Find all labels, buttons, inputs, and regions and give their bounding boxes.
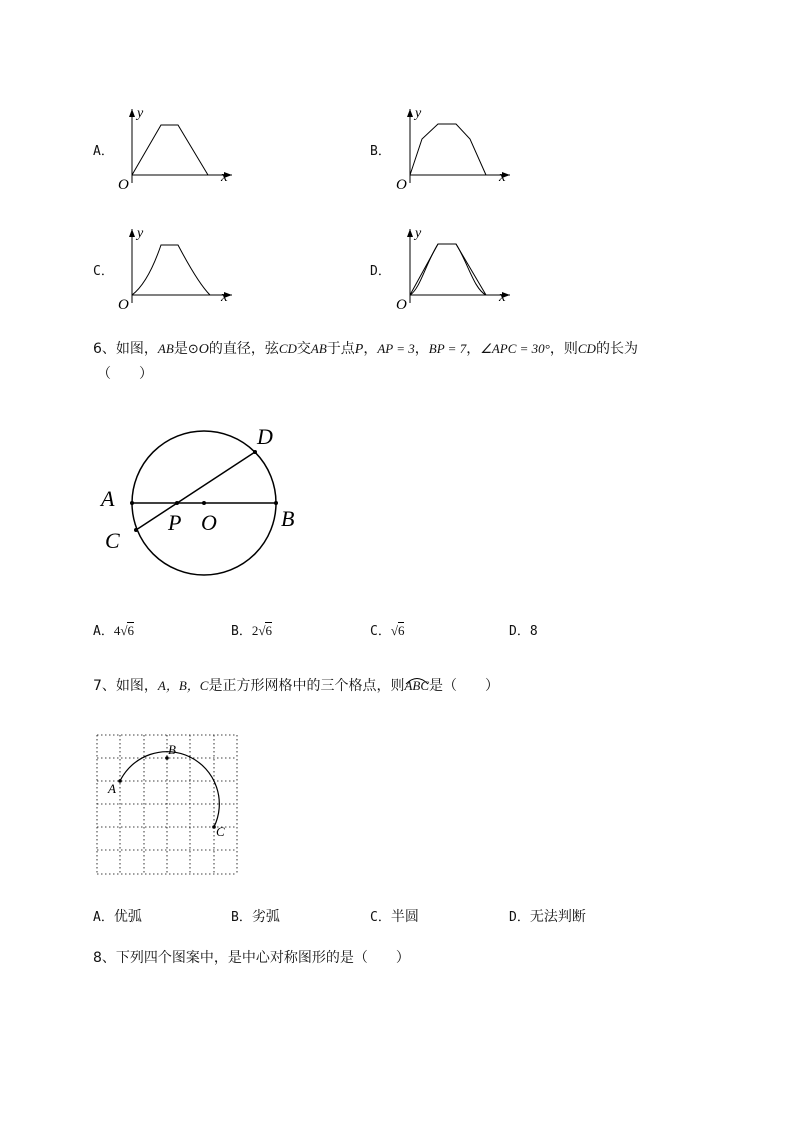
q6-answer-paren: （ ） xyxy=(97,366,153,382)
q5-b-x-label: x xyxy=(499,169,506,185)
q6-stem xyxy=(93,339,638,360)
q6-option-c xyxy=(370,620,404,639)
sqrt-icon: √ xyxy=(390,623,398,638)
q7-label-c: C xyxy=(216,824,225,839)
q6-angle: ∠APC = 30° xyxy=(480,341,550,356)
q6-intersect: 交 xyxy=(296,341,311,357)
q5-graph-c xyxy=(112,223,242,313)
q6-comma1: ， xyxy=(363,341,378,357)
q8-stem: 8、下列四个图案中，是中心对称图形的是（ ） xyxy=(93,950,410,966)
q5-graph-a xyxy=(112,103,242,193)
q7-arc-notation xyxy=(404,676,429,696)
q7-option-d xyxy=(509,907,586,928)
q7-option-c-label: C． xyxy=(370,910,391,925)
q6-option-a-coef: 4 xyxy=(113,623,121,638)
sqrt-icon: √ xyxy=(258,623,266,638)
q7-option-d-text: 无法判断 xyxy=(529,909,586,925)
q7-prefix: 7、如图， xyxy=(93,678,158,694)
q7-suffix: 是（ ） xyxy=(429,678,500,694)
q6-option-c-radicand: 6 xyxy=(397,623,405,638)
q6-option-a-label: A． xyxy=(93,624,114,639)
q6-p: P xyxy=(354,342,364,357)
q5-b-origin-label: O xyxy=(396,177,407,193)
q6-length-of: 的长为 xyxy=(595,341,638,357)
q6-o: O xyxy=(198,342,209,357)
q6-label-a: A xyxy=(101,486,115,511)
q5-d-y-label: y xyxy=(415,226,422,241)
q6-comma2: ， xyxy=(414,341,429,357)
q5-option-d-label: D． xyxy=(370,264,391,279)
q7-option-a-label: A． xyxy=(93,910,114,925)
q6-comma3: ， xyxy=(466,341,481,357)
q5-c-y-label: y xyxy=(137,226,144,241)
q6-option-c-label: C． xyxy=(370,624,391,639)
q7-stem xyxy=(93,676,499,696)
q5-option-a-label: A． xyxy=(93,144,114,159)
q5-c-origin-label: O xyxy=(118,297,129,313)
q6-ab: AB xyxy=(157,341,174,356)
q6-option-a-radicand: 6 xyxy=(127,623,134,638)
q6-option-b xyxy=(231,620,272,639)
q5-c-x-label: x xyxy=(221,289,228,305)
arc-symbol-icon xyxy=(404,675,430,685)
q6-label-b: B xyxy=(281,506,295,531)
q6-then: ，则 xyxy=(549,341,578,357)
q6-prefix: 6、如图， xyxy=(93,341,158,357)
q6-ab2: AB xyxy=(310,341,327,356)
q7-points: A，B，C xyxy=(157,678,209,693)
q7-option-a-text: 优弧 xyxy=(113,909,142,925)
q6-option-d-label: D． xyxy=(509,624,530,639)
q6-cd2: CD xyxy=(577,341,596,356)
q7-option-b-text: 劣弧 xyxy=(251,909,280,925)
q7-option-c xyxy=(370,907,419,928)
q6-is: 是 xyxy=(173,341,188,357)
q5-b-y-label: y xyxy=(415,106,422,121)
q6-bp: BP = 7 xyxy=(428,341,467,356)
q6-option-b-label: B． xyxy=(231,624,252,639)
q7-option-a xyxy=(93,907,142,928)
q6-option-b-radicand: 6 xyxy=(265,623,272,638)
q7-label-b: B xyxy=(168,742,176,757)
q7-grid-figure xyxy=(90,730,250,885)
q6-option-b-coef: 2 xyxy=(251,623,259,638)
q5-d-origin-label: O xyxy=(396,297,407,313)
q7-option-b-label: B． xyxy=(231,910,252,925)
q6-cd: CD xyxy=(278,341,297,356)
q5-option-c-label: C． xyxy=(93,264,114,279)
q6-option-d-value: 8 xyxy=(529,624,538,639)
q6-at-point: 于点 xyxy=(326,341,355,357)
q5-d-x-label: x xyxy=(499,289,506,305)
q7-option-c-text: 半圆 xyxy=(390,909,419,925)
q6-ap: AP = 3 xyxy=(377,341,415,356)
q5-graph-b xyxy=(390,103,520,193)
q7-option-d-label: D． xyxy=(509,910,530,925)
q5-graph-d xyxy=(390,223,520,313)
q6-option-a xyxy=(93,620,134,639)
q7-arc-label: ABC xyxy=(404,678,430,693)
q6-label-c: C xyxy=(105,528,120,553)
q5-a-origin-label: O xyxy=(118,177,129,193)
q7-label-a: A xyxy=(108,781,116,796)
q6-label-p: P xyxy=(168,510,182,535)
q7-option-b xyxy=(231,907,280,928)
q6-label-o: O xyxy=(201,510,217,535)
q6-circle-figure xyxy=(95,418,315,588)
q6-diameter-text: 的直径，弦 xyxy=(208,341,279,357)
q6-circle-symbol: ⊙ xyxy=(187,342,199,357)
sqrt-icon: √ xyxy=(120,623,128,638)
q7-grid-lines xyxy=(97,735,237,874)
q5-a-y-label: y xyxy=(137,106,144,121)
q5-a-x-label: x xyxy=(221,169,228,185)
q6-label-d: D xyxy=(257,424,273,449)
q7-middle: 是正方形网格中的三个格点，则 xyxy=(208,678,405,694)
q6-option-d xyxy=(509,620,538,639)
q5-option-b-label: B． xyxy=(370,144,391,159)
